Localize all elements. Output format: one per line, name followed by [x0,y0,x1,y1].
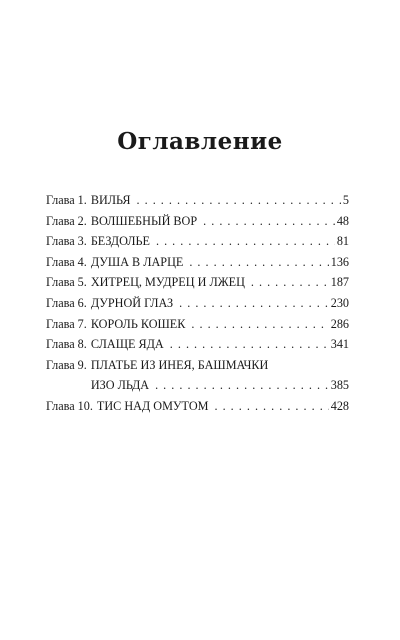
toc-entry-5[interactable] [46,272,349,293]
chapter-number: Глава 7. [46,316,87,331]
dot-leader [156,231,335,252]
toc-entry-6[interactable] [46,293,349,314]
toc-entry-9[interactable] [46,355,349,396]
page-number: 230 [330,295,349,310]
dot-leader [214,396,328,417]
page-number: 428 [330,398,349,413]
toc-entry-10[interactable] [46,396,349,417]
page-number: 341 [330,337,349,352]
page-number: 5 [342,193,349,207]
dot-leader [203,211,335,232]
toc-entry-4[interactable] [46,252,349,273]
toc-entry-8[interactable] [46,334,349,355]
page-number: 81 [336,234,349,249]
chapter-number: Глава 10. [46,398,93,413]
chapter-title: ПЛАТЬЕ ИЗ ИНЕЯ, БАШМАЧКИ [90,357,269,372]
chapter-title: ХИТРЕЦ, МУДРЕЦ И ЛЖЕЦ [90,275,245,290]
chapter-title: ВИЛЬЯ [90,193,131,207]
page-number: 136 [330,254,349,269]
toc-entry-1[interactable] [46,190,349,211]
dot-leader [191,314,328,335]
chapter-number: Глава 3. [46,234,87,249]
toc-heading: Оглавление [117,128,283,155]
toc-entry-7[interactable] [46,314,349,335]
chapter-title: ВОЛШЕБНЫЙ ВОР [90,213,198,228]
chapter-number: Глава 4. [46,254,87,269]
chapter-number: Глава 8. [46,337,87,352]
page-number: 187 [330,275,349,290]
toc-entry-2[interactable] [46,211,349,232]
chapter-title: ТИС НАД ОМУТОМ [96,398,209,413]
dot-leader [189,252,328,273]
page-number: 48 [336,213,349,228]
dot-leader [170,334,329,355]
chapter-number: Глава 1. [46,193,87,207]
chapter-number: Глава 6. [46,295,87,310]
chapter-number: Глава 9. [46,357,87,372]
chapter-number: Глава 5. [46,275,87,290]
dot-leader [179,293,329,314]
chapter-title: ДУША В ЛАРЦЕ [90,254,184,269]
chapter-title: ДУРНОЙ ГЛАЗ [90,295,174,310]
chapter-title-continuation: ИЗО ЛЬДА [90,378,150,393]
dot-leader [137,190,341,211]
chapter-number: Глава 2. [46,213,87,228]
toc-entry-3[interactable] [46,231,349,252]
page-number: 286 [330,316,349,331]
chapter-title: БЕЗДОЛЬЕ [90,234,150,249]
table-of-contents [46,190,349,416]
dot-leader [251,272,329,293]
page-number: 385 [330,378,349,393]
dot-leader [155,375,329,396]
chapter-title: КОРОЛЬ КОШЕК [90,316,186,331]
chapter-title: СЛАЩЕ ЯДА [90,337,164,352]
